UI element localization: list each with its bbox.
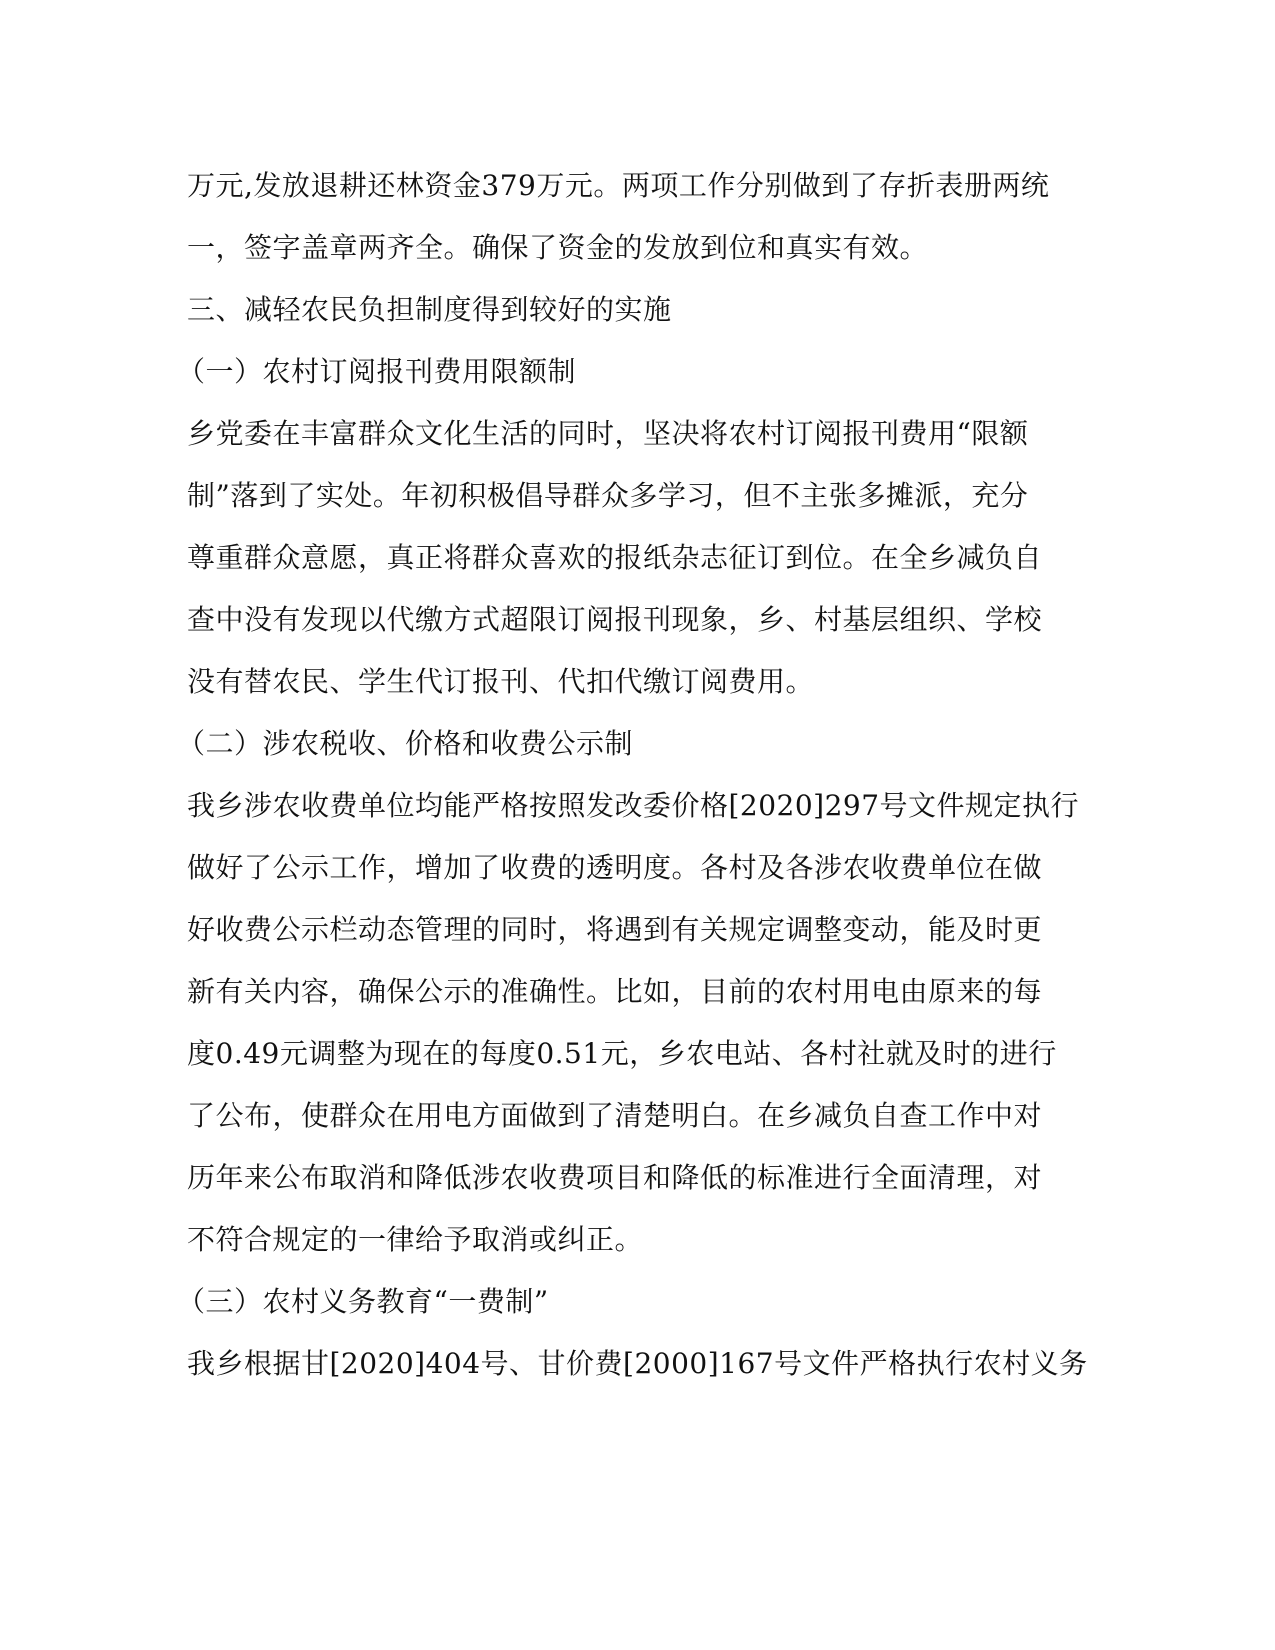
body-text-line: 好收费公示栏动态管理的同时，将遇到有关规定调整变动，能及时更 (187, 913, 1043, 946)
document-body (177, 155, 1088, 1395)
body-text-line: 做好了公示工作，增加了收费的透明度。各村及各涉农收费单位在做 (187, 851, 1043, 884)
subsection-heading: （一）农村订阅报刊费用限额制 (177, 355, 577, 388)
body-text-line: 度0.49元调整为现在的每度0.51元，乡农电站、各村社就及时的进行 (187, 1037, 1057, 1070)
section-heading: 三、减轻农民负担制度得到较好的实施 (187, 293, 672, 326)
body-text-line: 查中没有发现以代缴方式超限订阅报刊现象，乡、村基层组织、学校 (187, 603, 1043, 636)
subsection-heading: （三）农村义务教育“一费制” (177, 1285, 549, 1318)
body-text-line: 我乡涉农收费单位均能严格按照发改委价格[2020]297号文件规定执行 (187, 789, 1080, 822)
body-text-line: 我乡根据甘[2020]404号、甘价费[2000]167号文件严格执行农村义务 (187, 1347, 1088, 1380)
body-text-line: 乡党委在丰富群众文化生活的同时，坚决将农村订阅报刊费用“限额 (187, 417, 1029, 450)
body-text-line: 万元,发放退耕还林资金379万元。两项工作分别做到了存折表册两统 (187, 169, 1050, 202)
body-text-line: 历年来公布取消和降低涉农收费项目和降低的标准进行全面清理，对 (187, 1161, 1043, 1194)
subsection-heading: （二）涉农税收、价格和收费公示制 (177, 727, 634, 760)
body-text-line: 没有替农民、学生代订报刊、代扣代缴订阅费用。 (187, 665, 815, 698)
body-text-line: 制”落到了实处。年初积极倡导群众多学习，但不主张多摊派，充分 (187, 479, 1029, 512)
body-text-line: 尊重群众意愿，真正将群众喜欢的报纸杂志征订到位。在全乡减负自 (187, 541, 1043, 574)
body-text-line: 不符合规定的一律给予取消或纠正。 (187, 1223, 644, 1256)
body-text-line: 了公布，使群众在用电方面做到了清楚明白。在乡减负自查工作中对 (187, 1099, 1043, 1132)
body-text-line: 新有关内容，确保公示的准确性。比如，目前的农村用电由原来的每 (187, 975, 1043, 1008)
body-text-line: 一，签字盖章两齐全。确保了资金的发放到位和真实有效。 (187, 231, 929, 264)
